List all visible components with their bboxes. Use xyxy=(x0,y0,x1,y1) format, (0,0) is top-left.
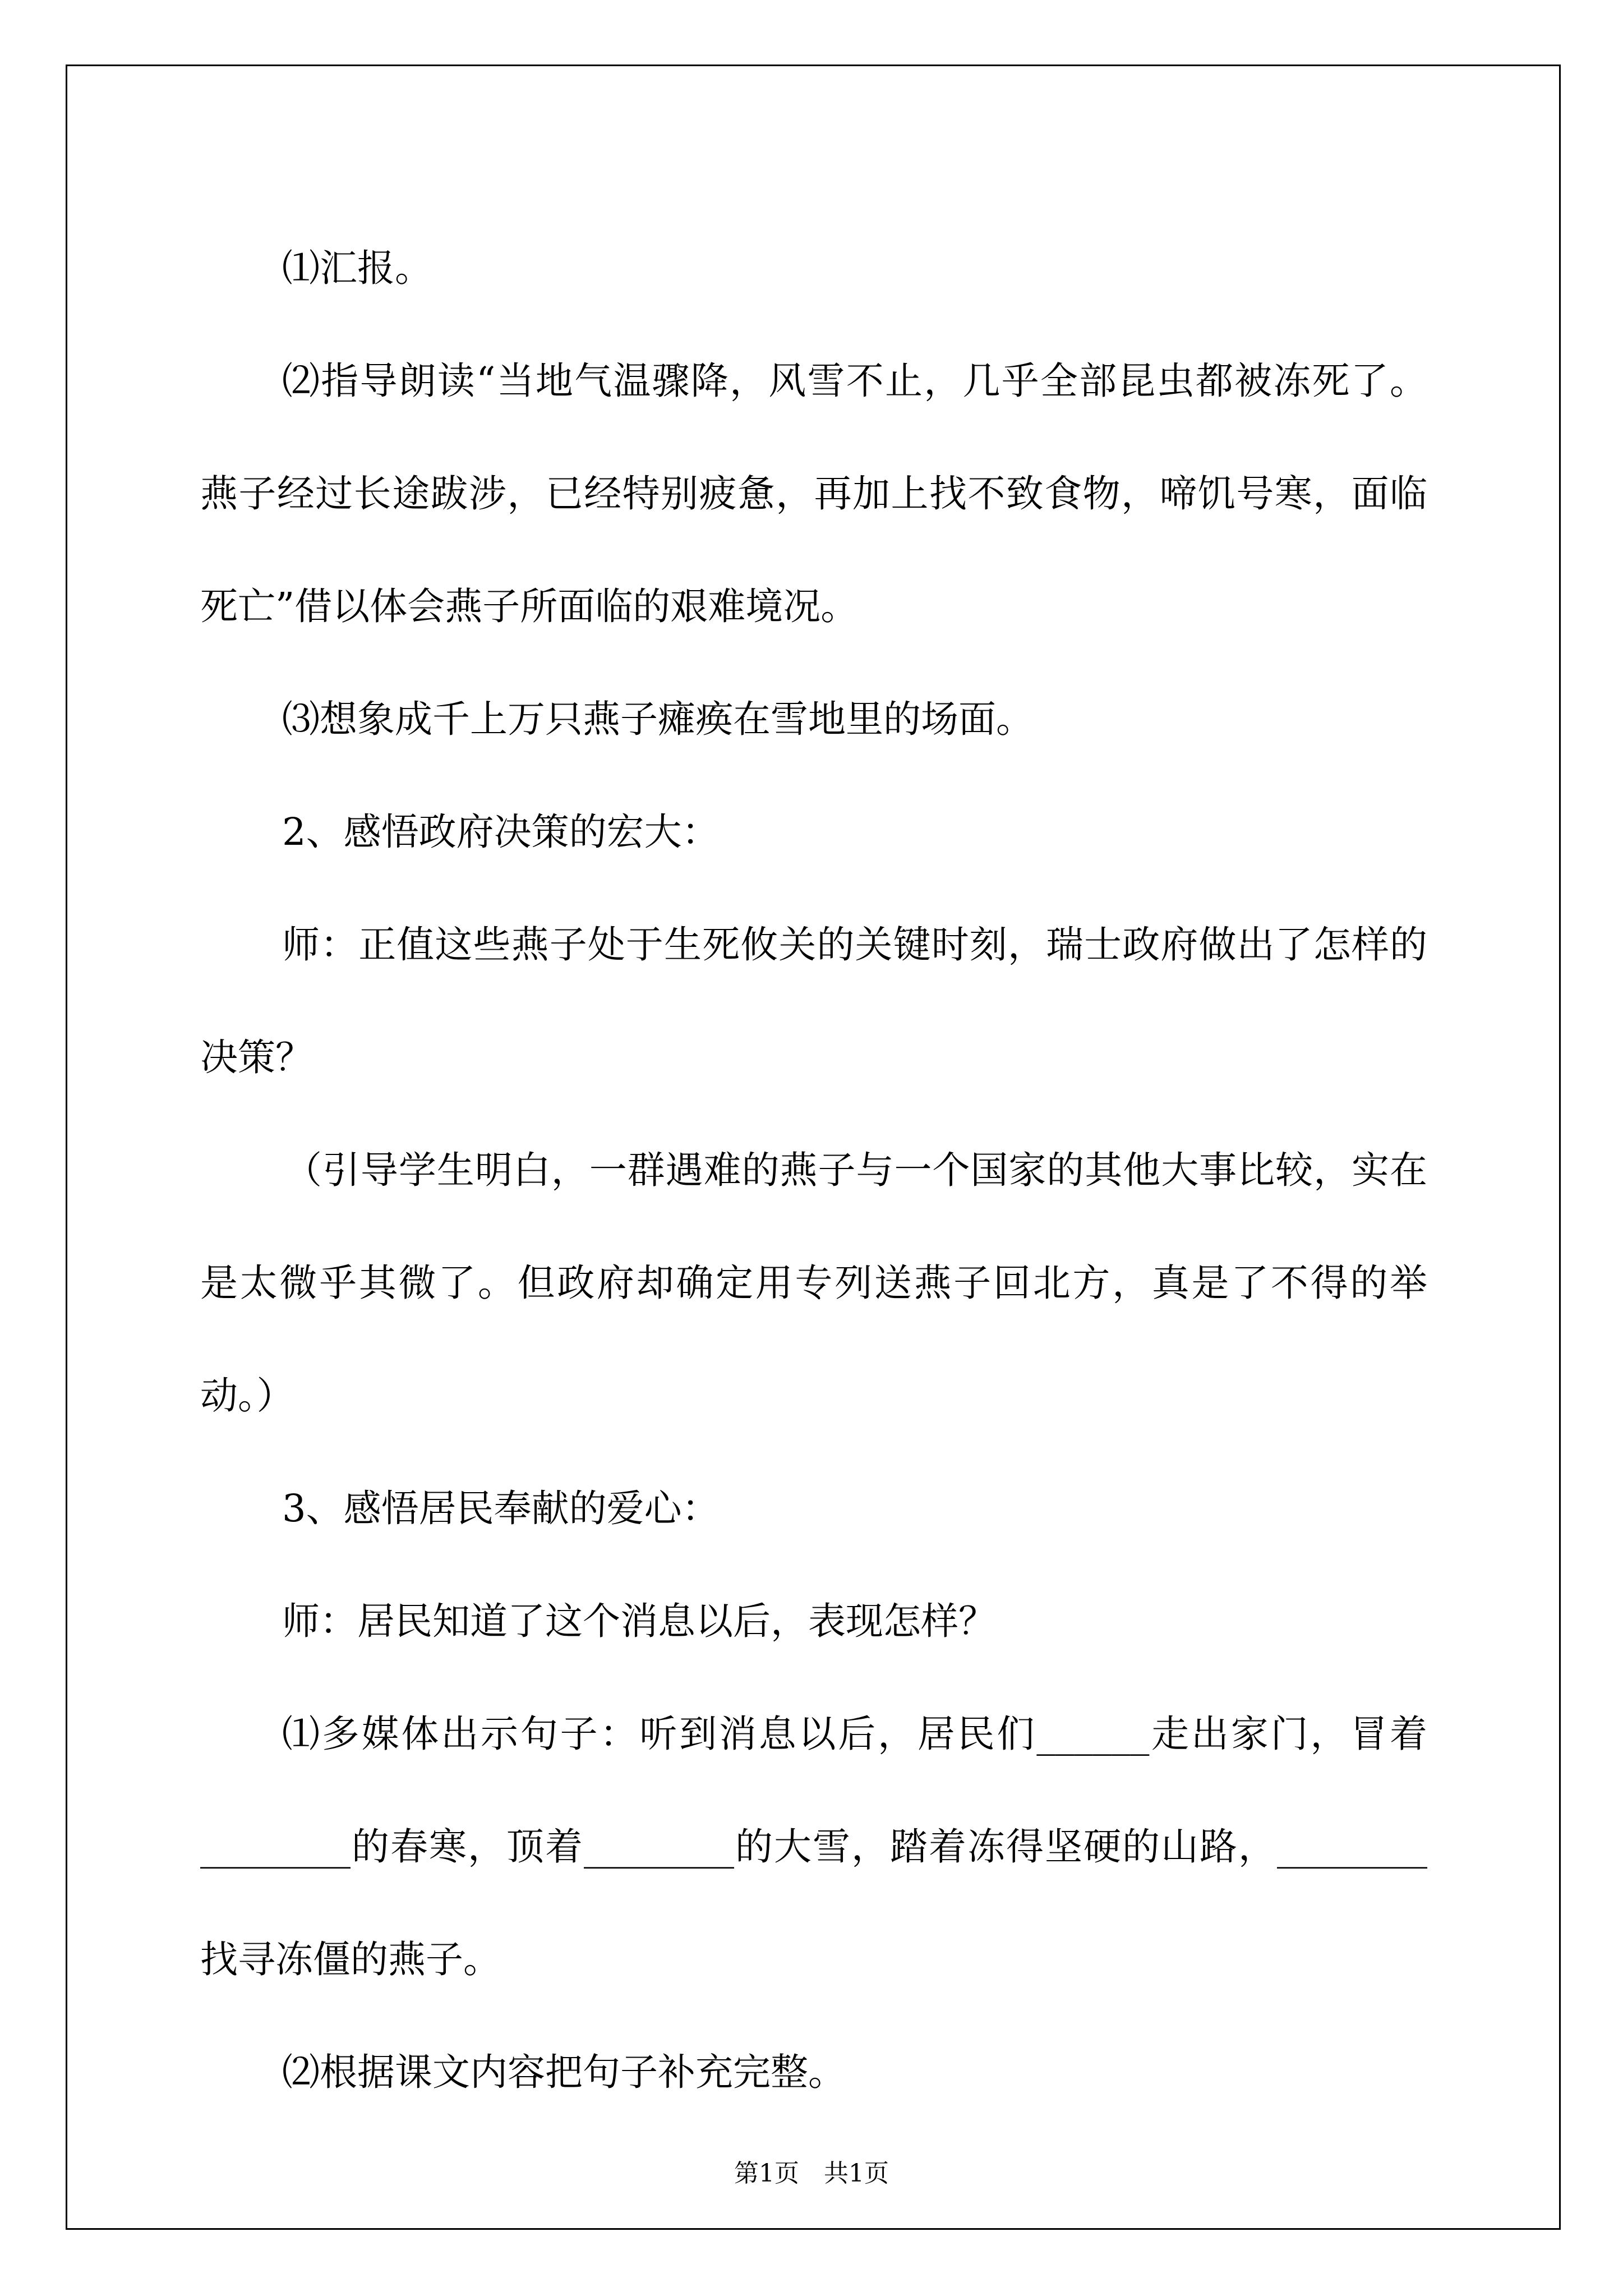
paragraph-guided-reading: ⑵指导朗读“当地气温骤降，风雪不止，几乎全部昆虫都被冻死了。燕子经过长途跋涉，已经特别疲惫，再加上找不致食物，啼饥号寒，面临死亡”借以体会燕子所面临的艰难境况。 xyxy=(200,359,1427,628)
paragraph-complete-sentence: ⑵根据课文内容把句子补充完整。 xyxy=(282,2050,846,2094)
paragraph-teacher-question-2: 师：居民知道了这个消息以后，表现怎样？ xyxy=(282,1599,996,1643)
paragraph-teacher-question-1: 师：正值这些燕子处于生死攸关的关键时刻，瑞士政府做出了怎样的决策？ xyxy=(200,923,1427,1079)
paragraph-report: ⑴汇报。 xyxy=(282,246,432,290)
heading-residents-love: 3、感悟居民奉献的爱心： xyxy=(282,1487,720,1530)
document-body xyxy=(200,212,1427,2129)
paragraph-guidance-note: （引导学生明白，一群遇难的燕子与一个国家的其他大事比较，实在是太微乎其微了。但政府却确定用专列送燕子回北方，真是了不得的举动。） xyxy=(200,1148,1427,1418)
paragraph-fill-in-sentence: ⑴多媒体出示句子：听到消息以后，居民们______走出家门，冒着________的春寒，顶着________的大雪，踏着冻得坚硬的山路，________找寻冻僵的燕子。 xyxy=(200,1712,1427,1981)
page-footer: 第1页 共1页 xyxy=(734,2159,889,2188)
paragraph-imagine-scene: ⑶想象成千上万只燕子瘫痪在雪地里的场面。 xyxy=(282,697,1034,741)
heading-government-decision: 2、感悟政府决策的宏大： xyxy=(282,810,720,854)
